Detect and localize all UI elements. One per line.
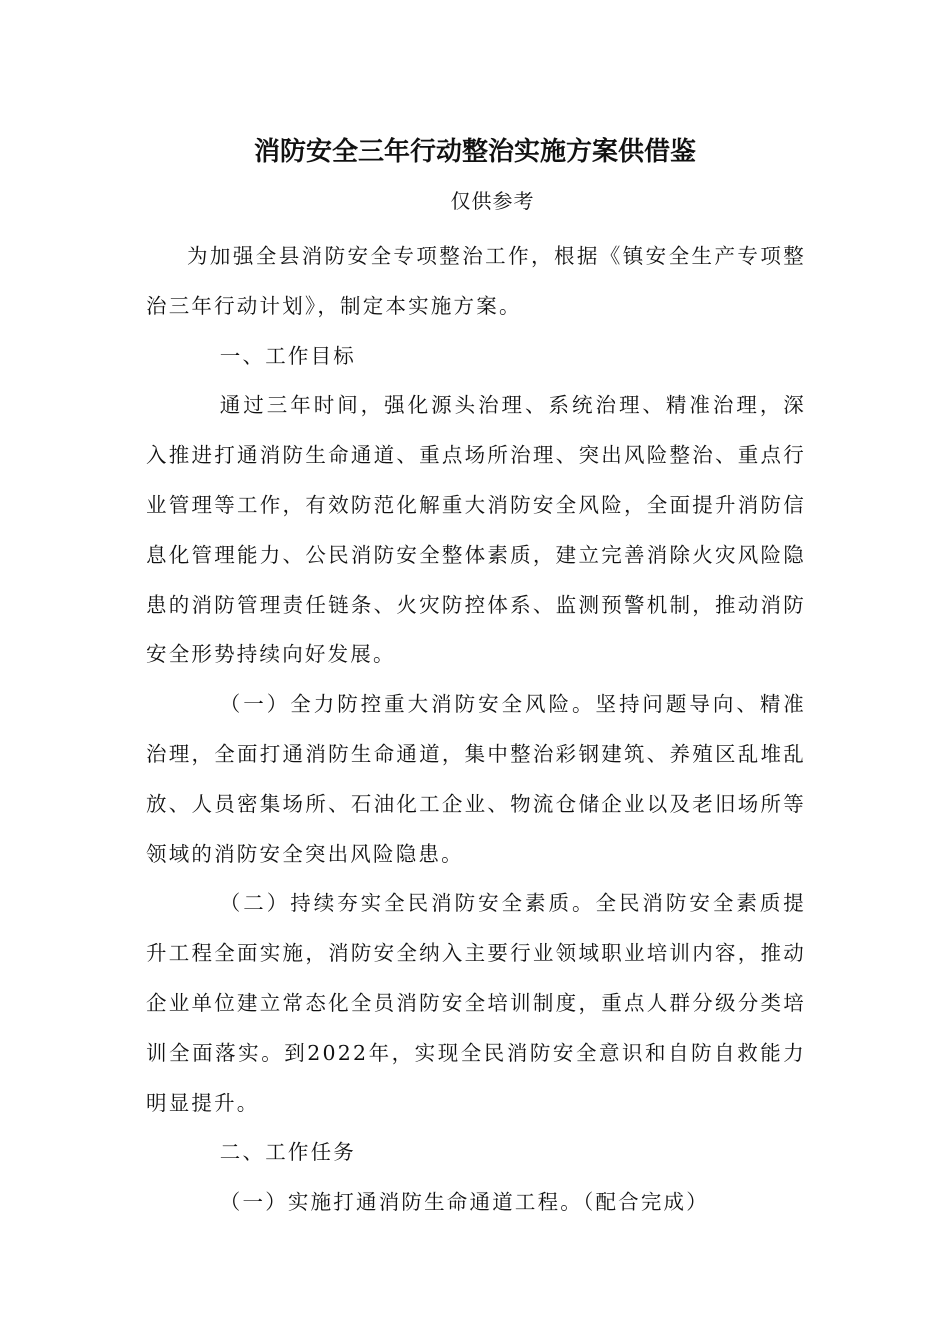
document-body <box>146 232 806 1228</box>
section-heading-tasks: 二、工作任务 <box>219 1140 356 1165</box>
document-subtitle: 仅供参考 <box>450 189 535 213</box>
paragraph-task-1: （一）实施打通消防生命通道工程。（配合完成） <box>219 1190 709 1215</box>
paragraph-goal-1: （一）全力防控重大消防安全风险。坚持问题导向、精准治理，全面打通消防生命通道，集中整治彩钢建筑、养殖区乱堆乱放、人员密集场所、石油化工企业、物流仓储企业以及老旧场所等领域的消防安全突出风险隐患。 <box>146 692 806 866</box>
paragraph-goals: 通过三年时间，强化源头治理、系统治理、精准治理，深入推进打通消防生命通道、重点场所治理、突出风险整治、重点行业管理等工作，有效防范化解重大消防安全风险，全面提升消防信息化管理能力、公民消防安全整体素质，建立完善消除火灾风险隐患的消防管理责任链条、火灾防控体系、监测预警机制，推动消防安全形势持续向好发展。 <box>146 393 806 667</box>
paragraph-goal-2: （二）持续夯实全民消防安全素质。全民消防安全素质提升工程全面实施，消防安全纳入主要行业领域职业培训内容，推动企业单位建立常态化全员消防安全培训制度，重点人群分级分类培训全面落实。到2022年，实现全民消防安全意识和自防自救能力明显提升。 <box>146 891 806 1115</box>
paragraph-intro: 为加强全县消防安全专项整治工作，根据《镇安全生产专项整治三年行动计划》，制定本实施方案。 <box>146 244 806 318</box>
section-heading-goals: 一、工作目标 <box>219 343 356 368</box>
document-title: 消防安全三年行动整治实施方案供借鉴 <box>253 137 696 167</box>
